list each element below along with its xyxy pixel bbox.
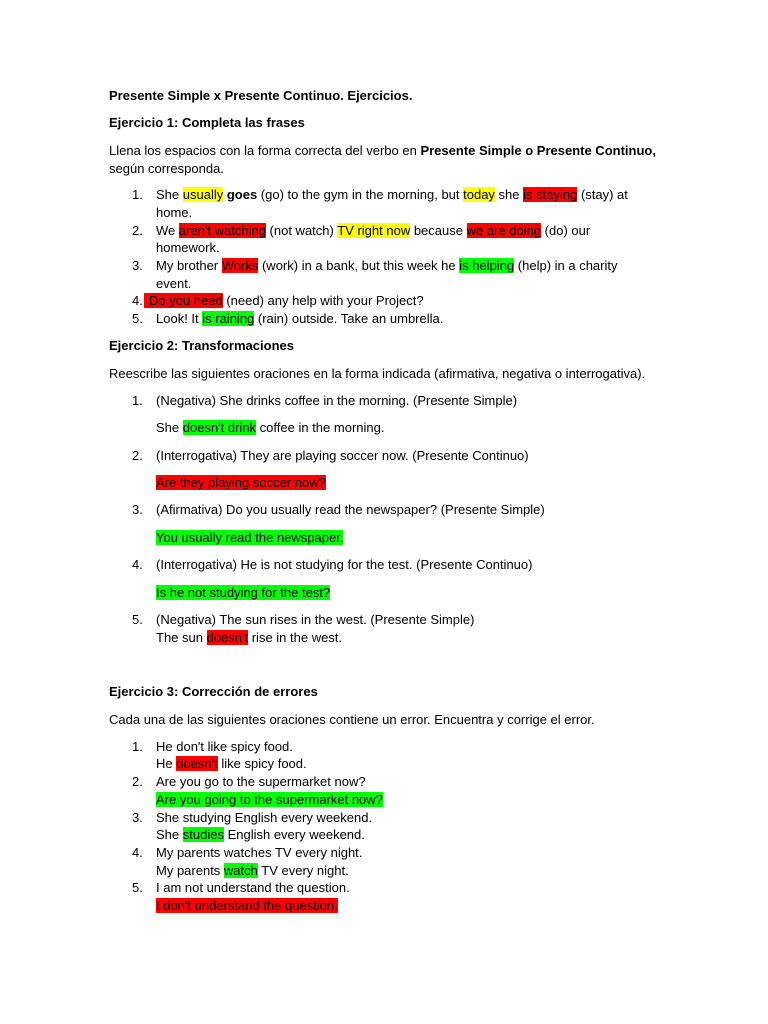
- highlight-yellow: TV right now: [337, 223, 411, 238]
- ex3-item4-answer: [156, 862, 349, 879]
- text: My brother: [156, 258, 222, 273]
- ex2-item2-answer: [156, 474, 326, 491]
- text: coffee in the morning.: [256, 420, 385, 435]
- highlight-green: Are you going to the supermarket now?: [156, 792, 383, 807]
- ex2-item1-number: 1.: [132, 393, 143, 408]
- text: Look! It: [156, 311, 203, 326]
- text: She: [156, 827, 183, 842]
- text: She: [156, 420, 183, 435]
- ex1-item4-number: 4.: [132, 293, 143, 308]
- ex1-item3-number: 3.: [132, 258, 143, 273]
- ex2-item4-answer: [156, 584, 330, 601]
- ex1-item3-line1: [156, 257, 618, 274]
- text: (not watch): [265, 223, 338, 238]
- text: He: [156, 756, 177, 771]
- ex1-item2-line1: [156, 222, 590, 239]
- ex3-item1-question: He don't like spicy food.: [156, 739, 293, 754]
- ex1-item5-number: 5.: [132, 311, 143, 326]
- text: English every weekend.: [223, 827, 365, 842]
- ex3-item2-number: 2.: [132, 774, 143, 789]
- ex3-item1-number: 1.: [132, 739, 143, 754]
- text: The sun: [156, 630, 207, 645]
- highlight-green: You usually read the newspaper.: [156, 530, 344, 545]
- ex1-item3-line2: event.: [156, 276, 192, 291]
- ex3-item5-number: 5.: [132, 880, 143, 895]
- highlight-red: is staying: [523, 187, 578, 202]
- text: (need) any help with your Project?: [222, 293, 424, 308]
- ex1-intro-text: Llena los espacios con la forma correcta del verbo en: [109, 143, 421, 158]
- ex3-item3-number: 3.: [132, 810, 143, 825]
- text: (go) to the gym in the morning, but: [257, 187, 464, 202]
- highlight-red: Are they playing soccer now?: [156, 475, 326, 490]
- ex1-item2-number: 2.: [132, 223, 143, 238]
- text: (stay) at: [577, 187, 628, 202]
- ex2-item5-question: (Negativa) The sun rises in the west. (Presente Simple): [156, 612, 475, 627]
- ex2-item1-question: (Negativa) She drinks coffee in the morning. (Presente Simple): [156, 393, 518, 408]
- text: (help) in a charity: [514, 258, 618, 273]
- highlight-red: we are doing: [466, 223, 542, 238]
- highlight-red: doesn't: [176, 756, 218, 771]
- highlight-green: Is he not studying for the test?: [156, 585, 331, 600]
- highlight-green: is raining: [202, 311, 255, 326]
- highlight-yellow: today: [463, 187, 495, 202]
- highlight-red: aren't watching: [178, 223, 266, 238]
- text: We: [156, 223, 179, 238]
- ex3-heading: Ejercicio 3: Corrección de errores: [109, 684, 318, 699]
- ex1-heading: Ejercicio 1: Completa las frases: [109, 115, 305, 130]
- ex2-item3-answer: [156, 529, 343, 546]
- ex2-item2-question: (Interrogativa) They are playing soccer now. (Presente Continuo): [156, 448, 529, 463]
- ex2-intro: Reescribe las siguientes oraciones en la forma indicada (afirmativa, negativa o interrogativa).: [109, 366, 646, 381]
- ex1-intro-line2: según corresponda.: [109, 161, 224, 176]
- ex1-item1-number: 1.: [132, 187, 143, 202]
- ex3-item2-answer: [156, 791, 383, 808]
- text: (do) our: [541, 223, 591, 238]
- highlight-green: watch: [223, 863, 258, 878]
- ex3-item3-question: She studying English every weekend.: [156, 810, 373, 825]
- ex1-item4-line1: [144, 292, 424, 309]
- ex2-item4-question: (Interrogativa) He is not studying for the test. (Presente Continuo): [156, 557, 533, 572]
- ex3-item1-answer: [156, 755, 307, 772]
- ex2-item1-answer: [156, 419, 384, 436]
- ex1-item1-line1: [156, 186, 628, 203]
- ex1-intro-bold: Presente Simple o Presente Continuo,: [420, 143, 656, 158]
- ex3-item4-number: 4.: [132, 845, 143, 860]
- text: My parents: [156, 863, 224, 878]
- text: because: [410, 223, 467, 238]
- ex2-item4-number: 4.: [132, 557, 143, 572]
- ex1-item5-line1: [156, 310, 443, 327]
- highlight-red: Do you need: [144, 293, 223, 308]
- ex2-item5-number: 5.: [132, 612, 143, 627]
- text: she: [494, 187, 524, 202]
- highlight-green: doesn't drink: [182, 420, 257, 435]
- highlight-red: Works: [221, 258, 259, 273]
- ex1-item2-line2: homework.: [156, 240, 220, 255]
- ex3-item4-question: My parents watches TV every night.: [156, 845, 363, 860]
- highlight-green: is helping: [459, 258, 515, 273]
- ex1-item1-line2: home.: [156, 205, 193, 220]
- highlight-red: doesn't: [206, 630, 249, 645]
- text: TV every night.: [257, 863, 349, 878]
- highlight-green: studies: [182, 827, 224, 842]
- ex3-item5-question: I am not understand the question.: [156, 880, 350, 895]
- highlight-red: I don't understand the question.: [156, 898, 338, 913]
- text: (rain) outside. Take an umbrella.: [254, 311, 444, 326]
- ex1-intro-line1: [109, 142, 656, 159]
- ex2-heading: Ejercicio 2: Transformaciones: [109, 338, 294, 353]
- ex2-item3-question: (Afirmativa) Do you usually read the newspaper? (Presente Simple): [156, 502, 545, 517]
- ex2-item2-number: 2.: [132, 448, 143, 463]
- text: rise in the west.: [248, 630, 343, 645]
- text: like spicy food.: [217, 756, 307, 771]
- ex3-item3-answer: [156, 826, 365, 843]
- page-title: Presente Simple x Presente Continuo. Ejercicios.: [109, 88, 413, 103]
- text: She: [156, 187, 183, 202]
- ex3-item2-question: Are you go to the supermarket now?: [156, 774, 366, 789]
- ex2-item3-number: 3.: [132, 502, 143, 517]
- ex2-item5-answer: [156, 629, 342, 646]
- highlight-yellow: usually: [182, 187, 224, 202]
- bold-answer: goes: [226, 187, 258, 202]
- text: (work) in a bank, but this week he: [258, 258, 460, 273]
- ex3-intro: Cada una de las siguientes oraciones contiene un error. Encuentra y corrige el error.: [109, 712, 595, 727]
- ex3-item5-answer: [156, 897, 338, 914]
